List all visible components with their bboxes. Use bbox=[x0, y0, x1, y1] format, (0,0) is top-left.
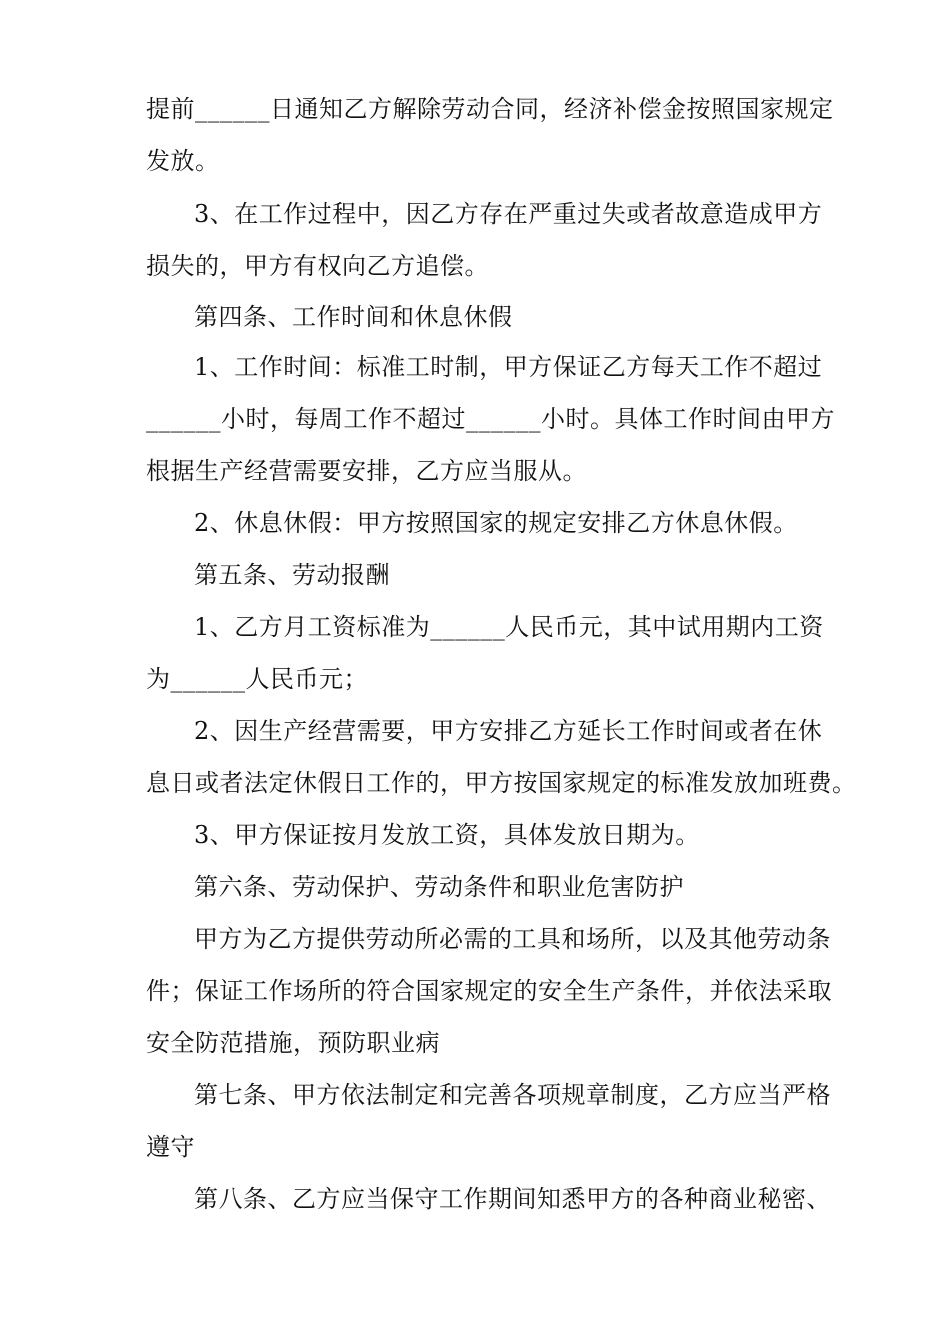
text-line: 损失的，甲方有权向乙方追偿。 bbox=[146, 252, 489, 280]
text-line: 3、在工作过程中，因乙方存在严重过失或者故意造成甲方 bbox=[194, 200, 823, 228]
section-heading: 第七条、甲方依法制定和完善各项规章制度，乙方应当严格 bbox=[194, 1081, 831, 1109]
text-line: 2、休息休假：甲方按照国家的规定安排乙方休息休假。 bbox=[194, 509, 798, 537]
text-line: 1、工作时间：标准工时制，甲方保证乙方每天工作不超过 bbox=[194, 353, 823, 381]
text-line: 安全防范措施，预防职业病 bbox=[146, 1029, 440, 1057]
section-heading: 第五条、劳动报酬 bbox=[194, 561, 390, 589]
text-line: 提前______日通知乙方解除劳动合同，经济补偿金按照国家规定 bbox=[146, 95, 834, 123]
text-line: 2、因生产经营需要，甲方安排乙方延长工作时间或者在休 bbox=[194, 717, 823, 745]
text-line: 息日或者法定休假日工作的，甲方按国家规定的标准发放加班费。 bbox=[146, 769, 857, 797]
text-line: 1、乙方月工资标准为______人民币元，其中试用期内工资 bbox=[194, 613, 824, 641]
text-line: 甲方为乙方提供劳动所必需的工具和场所，以及其他劳动条 bbox=[194, 925, 831, 953]
text-line: ______小时，每周工作不超过______小时。具体工作时间由甲方 bbox=[146, 405, 835, 433]
section-heading: 第四条、工作时间和休息休假 bbox=[194, 303, 513, 331]
text-line: 遵守 bbox=[146, 1133, 195, 1161]
text-line: 件；保证工作场所的符合国家规定的安全生产条件，并依法采取 bbox=[146, 977, 832, 1005]
text-line: 为______人民币元； bbox=[146, 665, 368, 693]
section-heading: 第六条、劳动保护、劳动条件和职业危害防护 bbox=[194, 873, 684, 901]
text-line: 发放。 bbox=[146, 147, 220, 175]
text-line: 根据生产经营需要安排，乙方应当服从。 bbox=[146, 457, 587, 485]
section-heading: 第八条、乙方应当保守工作期间知悉甲方的各种商业秘密、 bbox=[194, 1185, 831, 1213]
text-line: 3、甲方保证按月发放工资，具体发放日期为。 bbox=[194, 821, 700, 849]
